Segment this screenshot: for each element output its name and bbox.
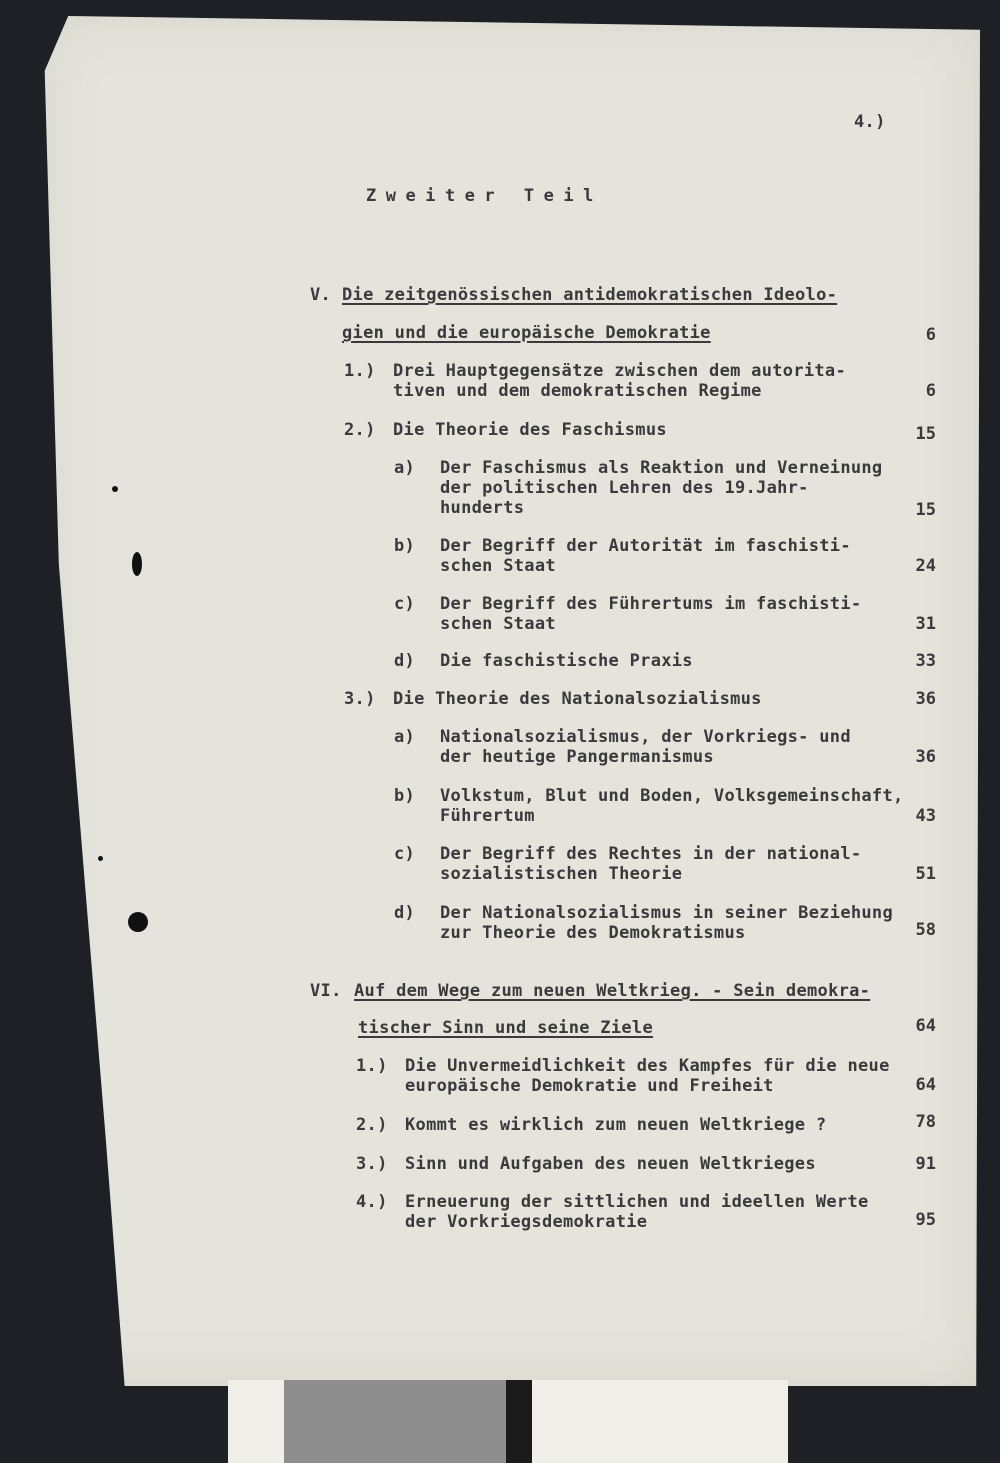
entry-text: Erneuerung der sittlichen und ideellen Werte <box>405 1192 869 1212</box>
entry-text: Der Nationalsozialismus in seiner Beziehung <box>440 903 893 923</box>
chapter-title-line: Auf dem Wege zum neuen Weltkrieg. - Sein demokra- <box>354 981 871 1001</box>
page-ref: 33 <box>915 651 936 671</box>
page-number: 4.) <box>854 112 886 132</box>
chapter-title-line: tischer Sinn und seine Ziele <box>358 1018 653 1038</box>
entry-text: Der Begriff des Führertums im faschisti- <box>440 594 862 614</box>
entry-text: Der Faschismus als Reaktion und Verneinung <box>440 458 883 478</box>
entry-letter: a) <box>394 727 416 747</box>
entry-text: schen Staat <box>440 614 556 634</box>
entry-text: Der Begriff der Autorität im faschisti- <box>440 536 851 556</box>
entry-letter: c) <box>394 844 416 864</box>
entry-letter: a) <box>394 458 416 478</box>
grey-calibration-patch <box>284 1380 506 1463</box>
page-ref: 6 <box>925 325 936 345</box>
entry-text: zur Theorie des Demokratismus <box>440 923 746 943</box>
page-ref: 58 <box>915 920 936 940</box>
entry-number: 1.) <box>356 1056 388 1076</box>
entry-text: Sinn und Aufgaben des neuen Weltkrieges <box>405 1154 816 1174</box>
entry-text: Der Begriff des Rechtes in der national- <box>440 844 862 864</box>
page-ref: 78 <box>915 1112 936 1132</box>
page-ref: 15 <box>915 500 936 520</box>
entry-letter: b) <box>394 536 416 556</box>
entry-text: europäische Demokratie und Freiheit <box>405 1076 774 1096</box>
entry-text: Die Theorie des Nationalsozialismus <box>393 689 762 709</box>
chapter-numeral: VI. <box>310 981 342 1001</box>
entry-text: Die Unvermeidlichkeit des Kampfes für die neue <box>405 1056 890 1076</box>
entry-number: 4.) <box>356 1192 388 1212</box>
page-ref: 36 <box>915 689 936 709</box>
entry-text: Kommt es wirklich zum neuen Weltkriege ? <box>405 1115 827 1135</box>
part-title: Zweiter Teil <box>366 186 603 206</box>
entry-text: sozialistischen Theorie <box>440 864 683 884</box>
punch-hole <box>128 912 148 932</box>
page-ref: 24 <box>915 556 936 576</box>
entry-text: schen Staat <box>440 556 556 576</box>
page-ref: 64 <box>915 1016 936 1036</box>
chapter-title-line: Die zeitgenössischen antidemokratischen Ideolo- <box>342 285 838 305</box>
entry-letter: c) <box>394 594 416 614</box>
entry-text: Volkstum, Blut und Boden, Volksgemeinschaft, <box>440 786 904 806</box>
page-ref: 15 <box>915 424 936 444</box>
page-ref: 43 <box>915 806 936 826</box>
entry-number: 1.) <box>344 361 376 381</box>
chapter-numeral: V. <box>310 285 332 305</box>
entry-letter: d) <box>394 651 416 671</box>
entry-text: hunderts <box>440 498 525 518</box>
punch-hole <box>98 856 103 861</box>
page-ref: 51 <box>915 864 936 884</box>
page-ref: 6 <box>925 381 936 401</box>
entry-number: 3.) <box>344 689 376 709</box>
chapter-title-line: gien und die europäische Demokratie <box>342 323 711 343</box>
punch-hole <box>132 552 142 576</box>
entry-text: der Vorkriegsdemokratie <box>405 1212 648 1232</box>
punch-hole <box>112 486 118 492</box>
entry-text: Die Theorie des Faschismus <box>393 420 667 440</box>
page-ref: 31 <box>915 614 936 634</box>
entry-text: Führertum <box>440 806 535 826</box>
entry-letter: b) <box>394 786 416 806</box>
black-calibration-patch <box>506 1380 532 1463</box>
entry-letter: d) <box>394 903 416 923</box>
entry-number: 2.) <box>356 1115 388 1135</box>
page-ref: 64 <box>915 1075 936 1095</box>
entry-number: 2.) <box>344 420 376 440</box>
entry-number: 3.) <box>356 1154 388 1174</box>
page-ref: 91 <box>915 1154 936 1174</box>
page-ref: 95 <box>915 1210 936 1230</box>
entry-text: Die faschistische Praxis <box>440 651 693 671</box>
entry-text: tiven und dem demokratischen Regime <box>393 381 762 401</box>
entry-text: Drei Hauptgegensätze zwischen dem autorita- <box>393 361 846 381</box>
entry-text: der politischen Lehren des 19.Jahr- <box>440 478 809 498</box>
entry-text: der heutige Pangermanismus <box>440 747 714 767</box>
entry-text: Nationalsozialismus, der Vorkriegs- und <box>440 727 851 747</box>
page-ref: 36 <box>915 747 936 767</box>
